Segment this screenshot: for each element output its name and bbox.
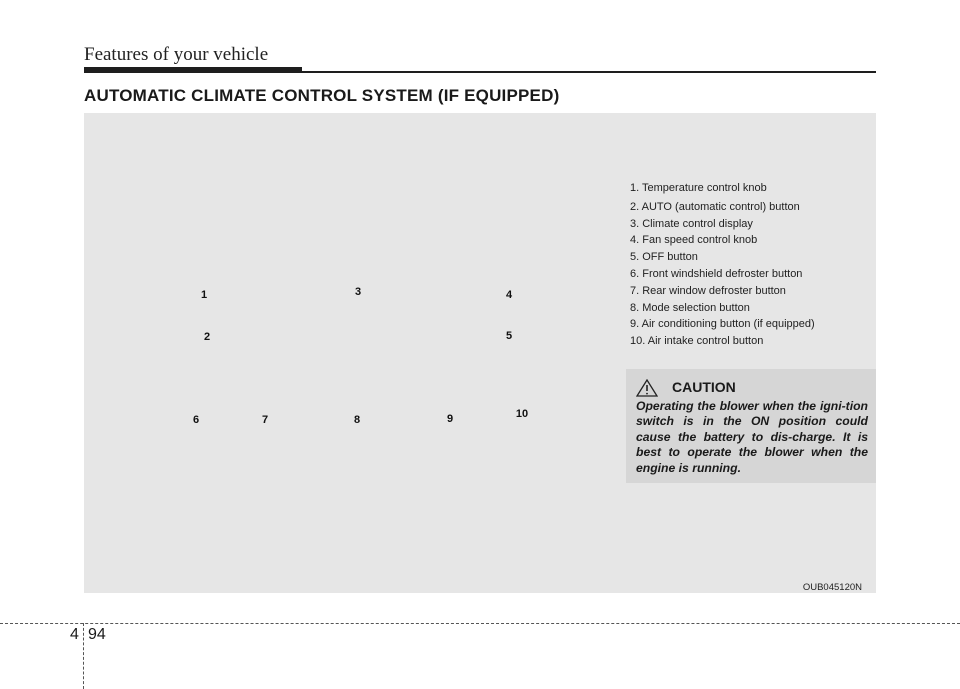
legend-item: 9. Air conditioning button (if equipped) — [630, 318, 815, 331]
callout-4: 4 — [505, 289, 513, 301]
legend-item: 6. Front windshield defroster button — [630, 267, 803, 280]
callout-5: 5 — [505, 330, 513, 342]
page-number: 94 — [88, 626, 106, 643]
legend-item: 4. Fan speed control knob — [630, 234, 758, 247]
warning-triangle-icon — [636, 379, 658, 397]
header-rule-thin — [302, 71, 876, 73]
callout-3: 3 — [354, 286, 362, 298]
header-rule-thick — [84, 67, 302, 73]
legend-item: 8. Mode selection button — [630, 301, 750, 314]
legend-item: 5. OFF button — [630, 251, 698, 264]
chapter-number: 4 — [70, 626, 79, 643]
callout-2: 2 — [203, 331, 211, 343]
callout-6: 6 — [192, 414, 200, 426]
legend-item: 3. Climate control display — [630, 217, 753, 230]
image-code: OUB045120N — [802, 582, 862, 593]
legend-list — [630, 180, 815, 350]
caution-box — [626, 369, 876, 483]
legend-item: 2. AUTO (automatic control) button — [630, 200, 800, 213]
callout-10: 10 — [515, 408, 529, 420]
header-title: Features of your vehicle — [84, 44, 269, 65]
caution-title: CAUTION — [672, 379, 736, 395]
callout-7: 7 — [261, 414, 269, 426]
section-title: AUTOMATIC CLIMATE CONTROL SYSTEM (IF EQUIPPED) — [84, 86, 560, 105]
legend-item: 10. Air intake control button — [630, 335, 764, 348]
callout-1: 1 — [200, 289, 208, 301]
legend-item: 1. Temperature control knob — [630, 182, 767, 194]
footer-dashed-rule — [0, 623, 960, 624]
callout-9: 9 — [446, 413, 454, 425]
legend-item: 7. Rear window defroster button — [630, 284, 786, 297]
footer-dashed-divider — [83, 623, 84, 689]
caution-text: Operating the blower when the igni-tion switch is in the ON position could cause the battery to dis-charge. It is best to operate the blower when the engine is running. — [636, 399, 868, 475]
callout-8: 8 — [353, 414, 361, 426]
